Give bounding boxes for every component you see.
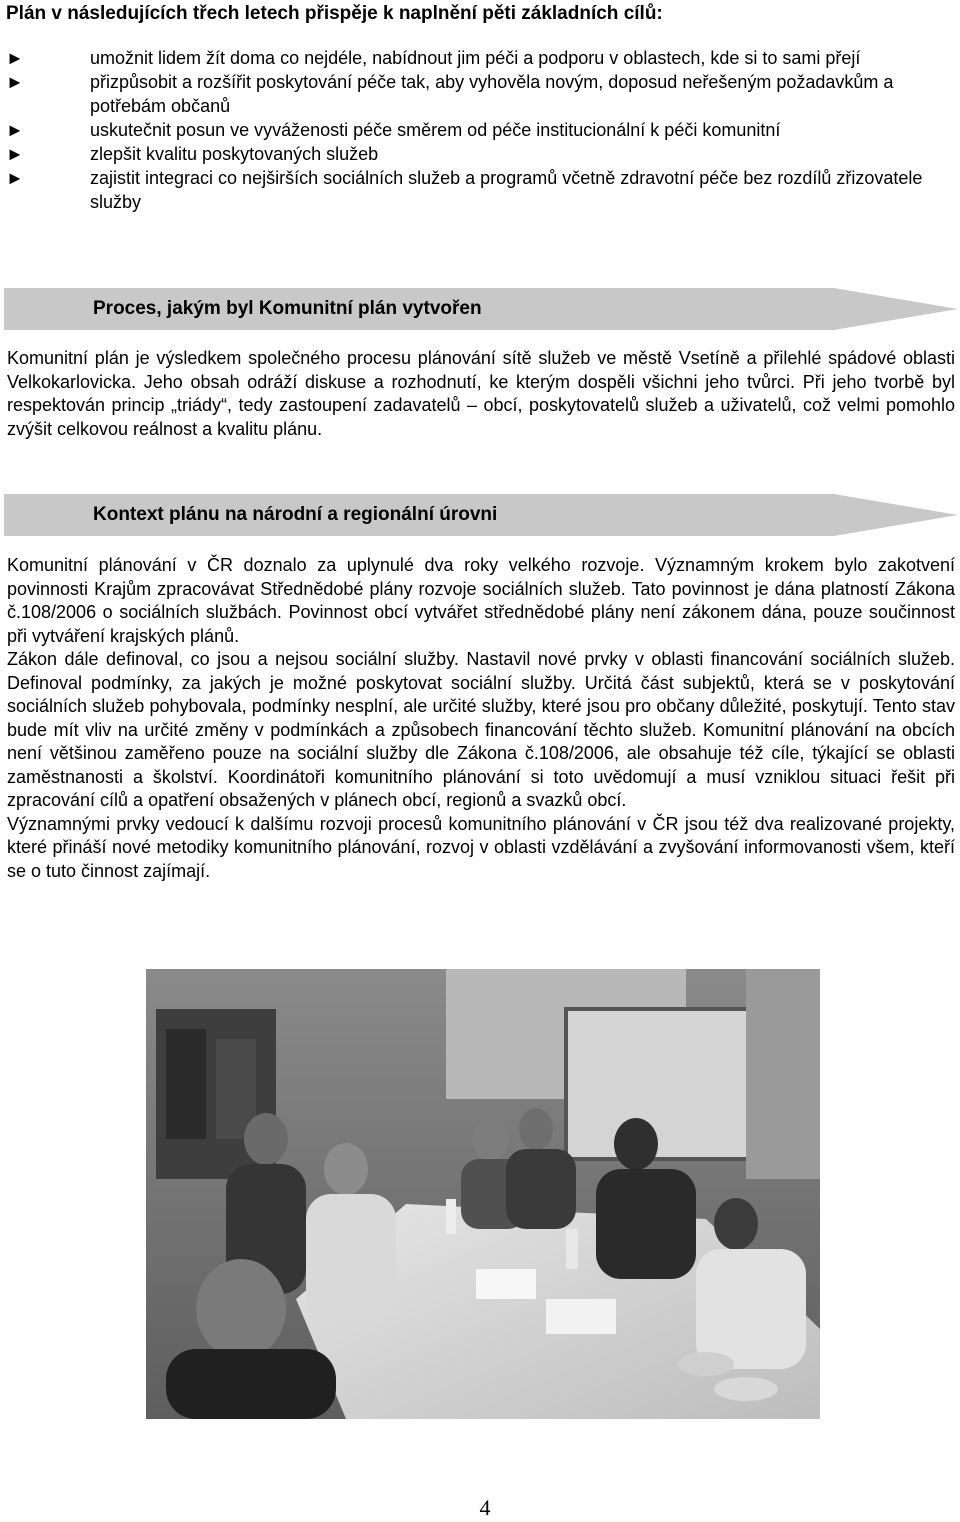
page-heading: Plán v následujících třech letech přispěje k naplnění pěti základních cílů:: [6, 3, 663, 24]
goal-item: [6, 118, 946, 142]
section-title: Kontext plánu na národní a regionální úrovni: [93, 504, 498, 525]
page-number: 4: [479, 1495, 491, 1520]
goal-text: zlepšit kvalitu poskytovaných služeb: [90, 144, 379, 164]
goal-item: [6, 166, 946, 214]
context-paragraph: Významnými prvky vedoucí k dalšímu rozvoji procesů komunitního plánování v ČR jsou též dva realizované projekty, které přináší nové metodiky komunitního plánování, rozvoj v oblasti vzdělávání a zvyšování informovanosti všem, kteří se o tuto činnost zajímají.: [7, 813, 955, 881]
goal-item: [6, 70, 946, 118]
goal-text: umožnit lidem žít doma co nejdéle, nabídnout jim péči a podporu v oblastech, kde si to sami přejí: [90, 48, 861, 68]
goal-item: [6, 142, 946, 166]
meeting-photo-icon: [146, 969, 820, 1419]
context-paragraph: Komunitní plánování v ČR doznalo za uplynulé dva roky velkého rozvoje. Významným krokem bylo zakotvení povinnosti Krajům zpracovávat Střednědobé plány rozvoje sociálních služeb. Tato povinnost je dána platností Zákona č.108/2006 o sociálních službách. Povinnost obcí vytvářet střednědobé plány není zákonem dána, pouze součinnost při vytváření krajských plánů.: [7, 555, 955, 646]
bullet-arrow-icon: ►: [6, 48, 24, 68]
bullet-arrow-icon: ►: [6, 144, 24, 164]
goal-text: přizpůsobit a rozšířit poskytování péče tak, aby vyhověla novým, doposud neřešeným požadavkům a potřebám občanů: [90, 72, 894, 116]
goals-list: [6, 46, 946, 214]
process-paragraph: Komunitní plán je výsledkem společného procesu plánování sítě služeb ve městě Vsetíně a přilehlé spádové oblasti Velkokarlovicka. Jeho obsah odráží diskuse a rozhodnutí, ke kterým dospěli všichni jeho tvůrci. Při jeho tvorbě byl respektován princip „triády“, tedy zastoupení zadavatelů – obcí, poskytovatelů služeb a uživatelů, což velmi pomohlo zvýšit celkovou reálnost a kvalitu plánu.: [7, 348, 955, 439]
section-title: Proces, jakým byl Komunitní plán vytvořen: [93, 298, 482, 319]
section-banner-process: [4, 288, 958, 330]
bullet-arrow-icon: ►: [6, 72, 24, 92]
bullet-arrow-icon: ►: [6, 168, 24, 188]
context-text: [7, 554, 955, 883]
goal-text: uskutečnit posun ve vyváženosti péče směrem od péče institucionální k péči komunitní: [90, 120, 781, 140]
goal-item: [6, 46, 946, 70]
context-paragraph: Zákon dále definoval, co jsou a nejsou sociální služby. Nastavil nové prvky v oblasti financování sociálních služeb. Definoval podmínky, za jakých je možné poskytovat sociální služby. Určitá část subjektů, která se v poskytování sociálních služeb pohybovala, podmínky nesplní, ale určité služby, které jsou pro občany důležité, poskytují. Tento stav bude mít vliv na určité změny v podmínkách a způsobech financování těchto služeb. Komunitní plánování na obcích není většinou zaměřeno pouze na sociální služby dle Zákona č.108/2006, ale obsahuje též cíle, týkající se oblasti zaměstnanosti a školství. Koordinátoři komunitního plánování si toto uvědomují a musí vzniklou situaci řešit při zpracování cílů a opatření obsažených v plánech obcí, regionů a svazků obcí.: [7, 649, 955, 810]
section-banner-context: [4, 494, 958, 536]
bullet-arrow-icon: ►: [6, 120, 24, 140]
goal-text: zajistit integraci co nejširších sociálních služeb a programů včetně zdravotní péče bez rozdílů zřizovatele služby: [90, 168, 923, 212]
